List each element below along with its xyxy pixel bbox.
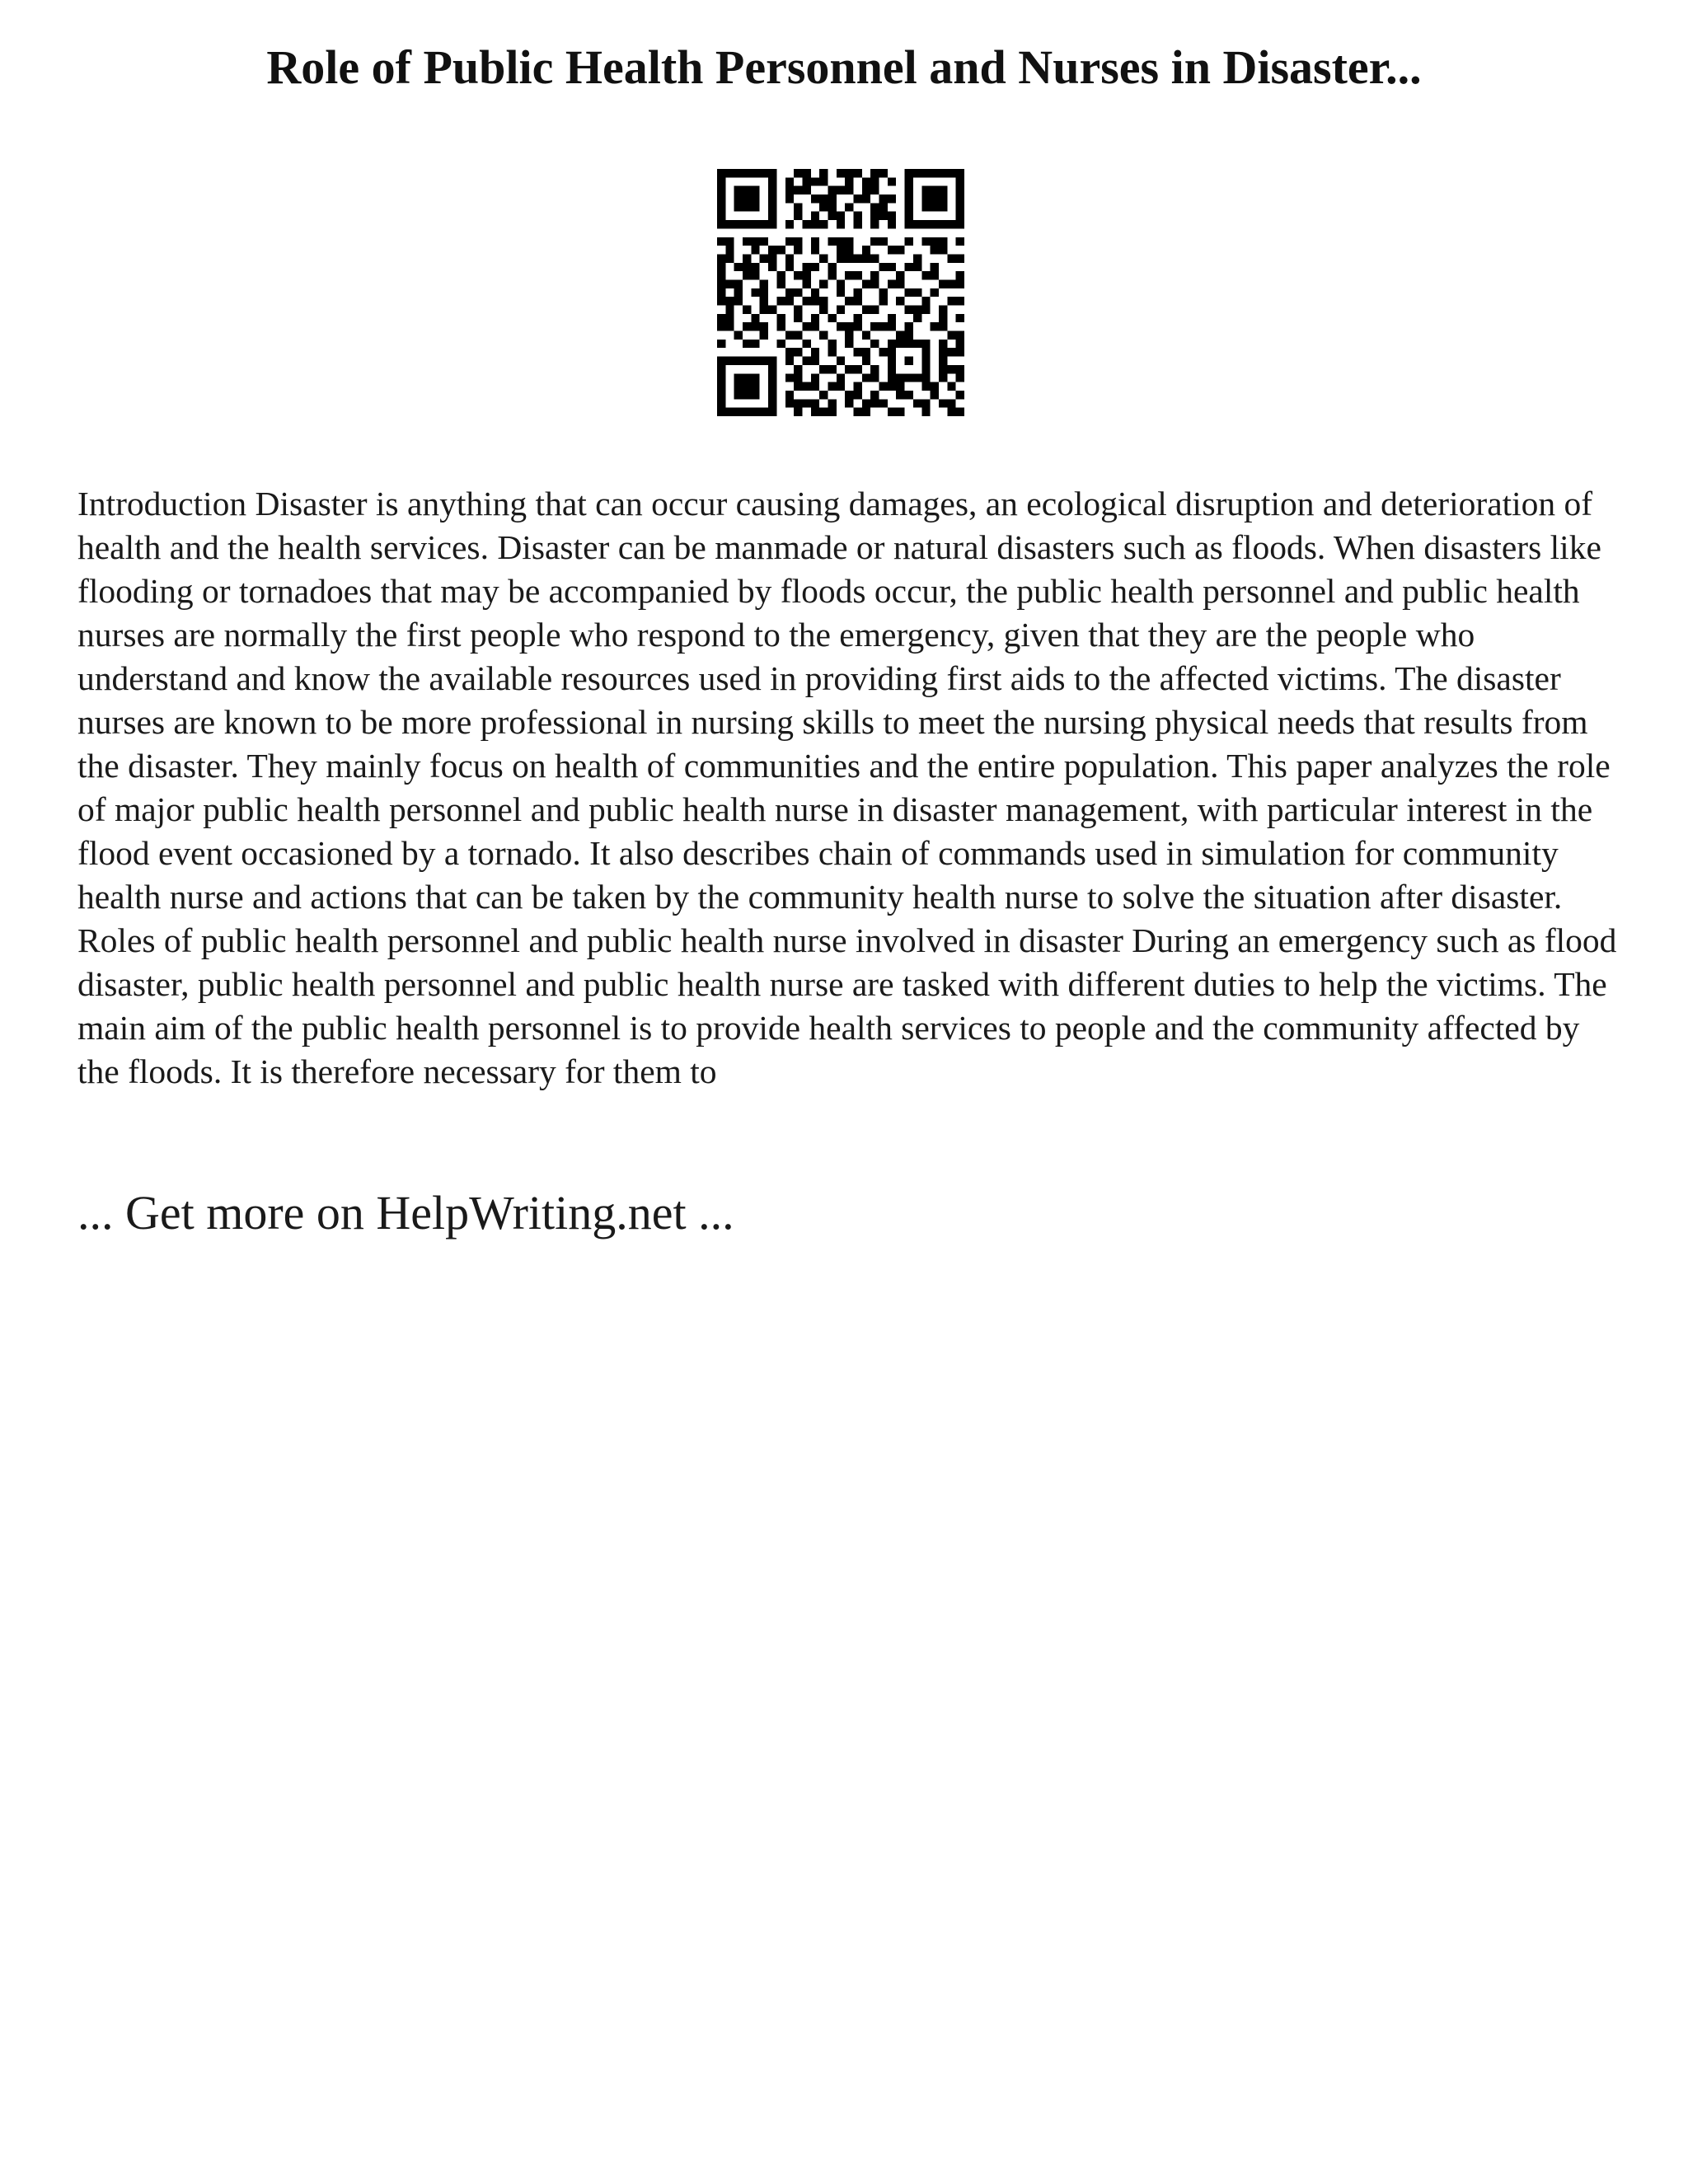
page-title: Role of Public Health Personnel and Nurses in Disaster...	[266, 40, 1422, 94]
article-body	[77, 482, 1627, 1094]
qr-code	[717, 169, 964, 416]
paragraph-roles: Roles of public health personnel and public health nurse involved in disaster During an emergency such as flood disaster, public health personnel and public health nurse are tasked with different duties to help the victims. The main aim of the public health personnel is to provide health services to people and the community affected by the floods. It is therefore necessary for them to	[77, 921, 1617, 1090]
qr-code-icon	[717, 169, 964, 416]
get-more-link[interactable]: ... Get more on HelpWriting.net ...	[77, 1186, 734, 1240]
paragraph-introduction: Introduction Disaster is anything that can occur causing damages, an ecological disruption and deterioration of health and the health services. Disaster can be manmade or natural disasters such as floods. When disasters like flooding or tornadoes that may be accompanied by floods occur, the public health personnel and public health nurses are normally the first people who respond to the emergency, given that they are the people who understand and know the available resources used in providing first aids to the affected victims. The disaster nurses are known to be more professional in nursing skills to meet the nursing physical needs that results from the disaster. They mainly focus on health of communities and the entire population. This paper analyzes the role of major public health personnel and public health nurse in disaster management, with particular interest in the flood event occasioned by a tornado. It also describes chain of commands used in simulation for community health nurse and actions that can be taken by the community health nurse to solve the situation after disaster.	[77, 485, 1611, 916]
